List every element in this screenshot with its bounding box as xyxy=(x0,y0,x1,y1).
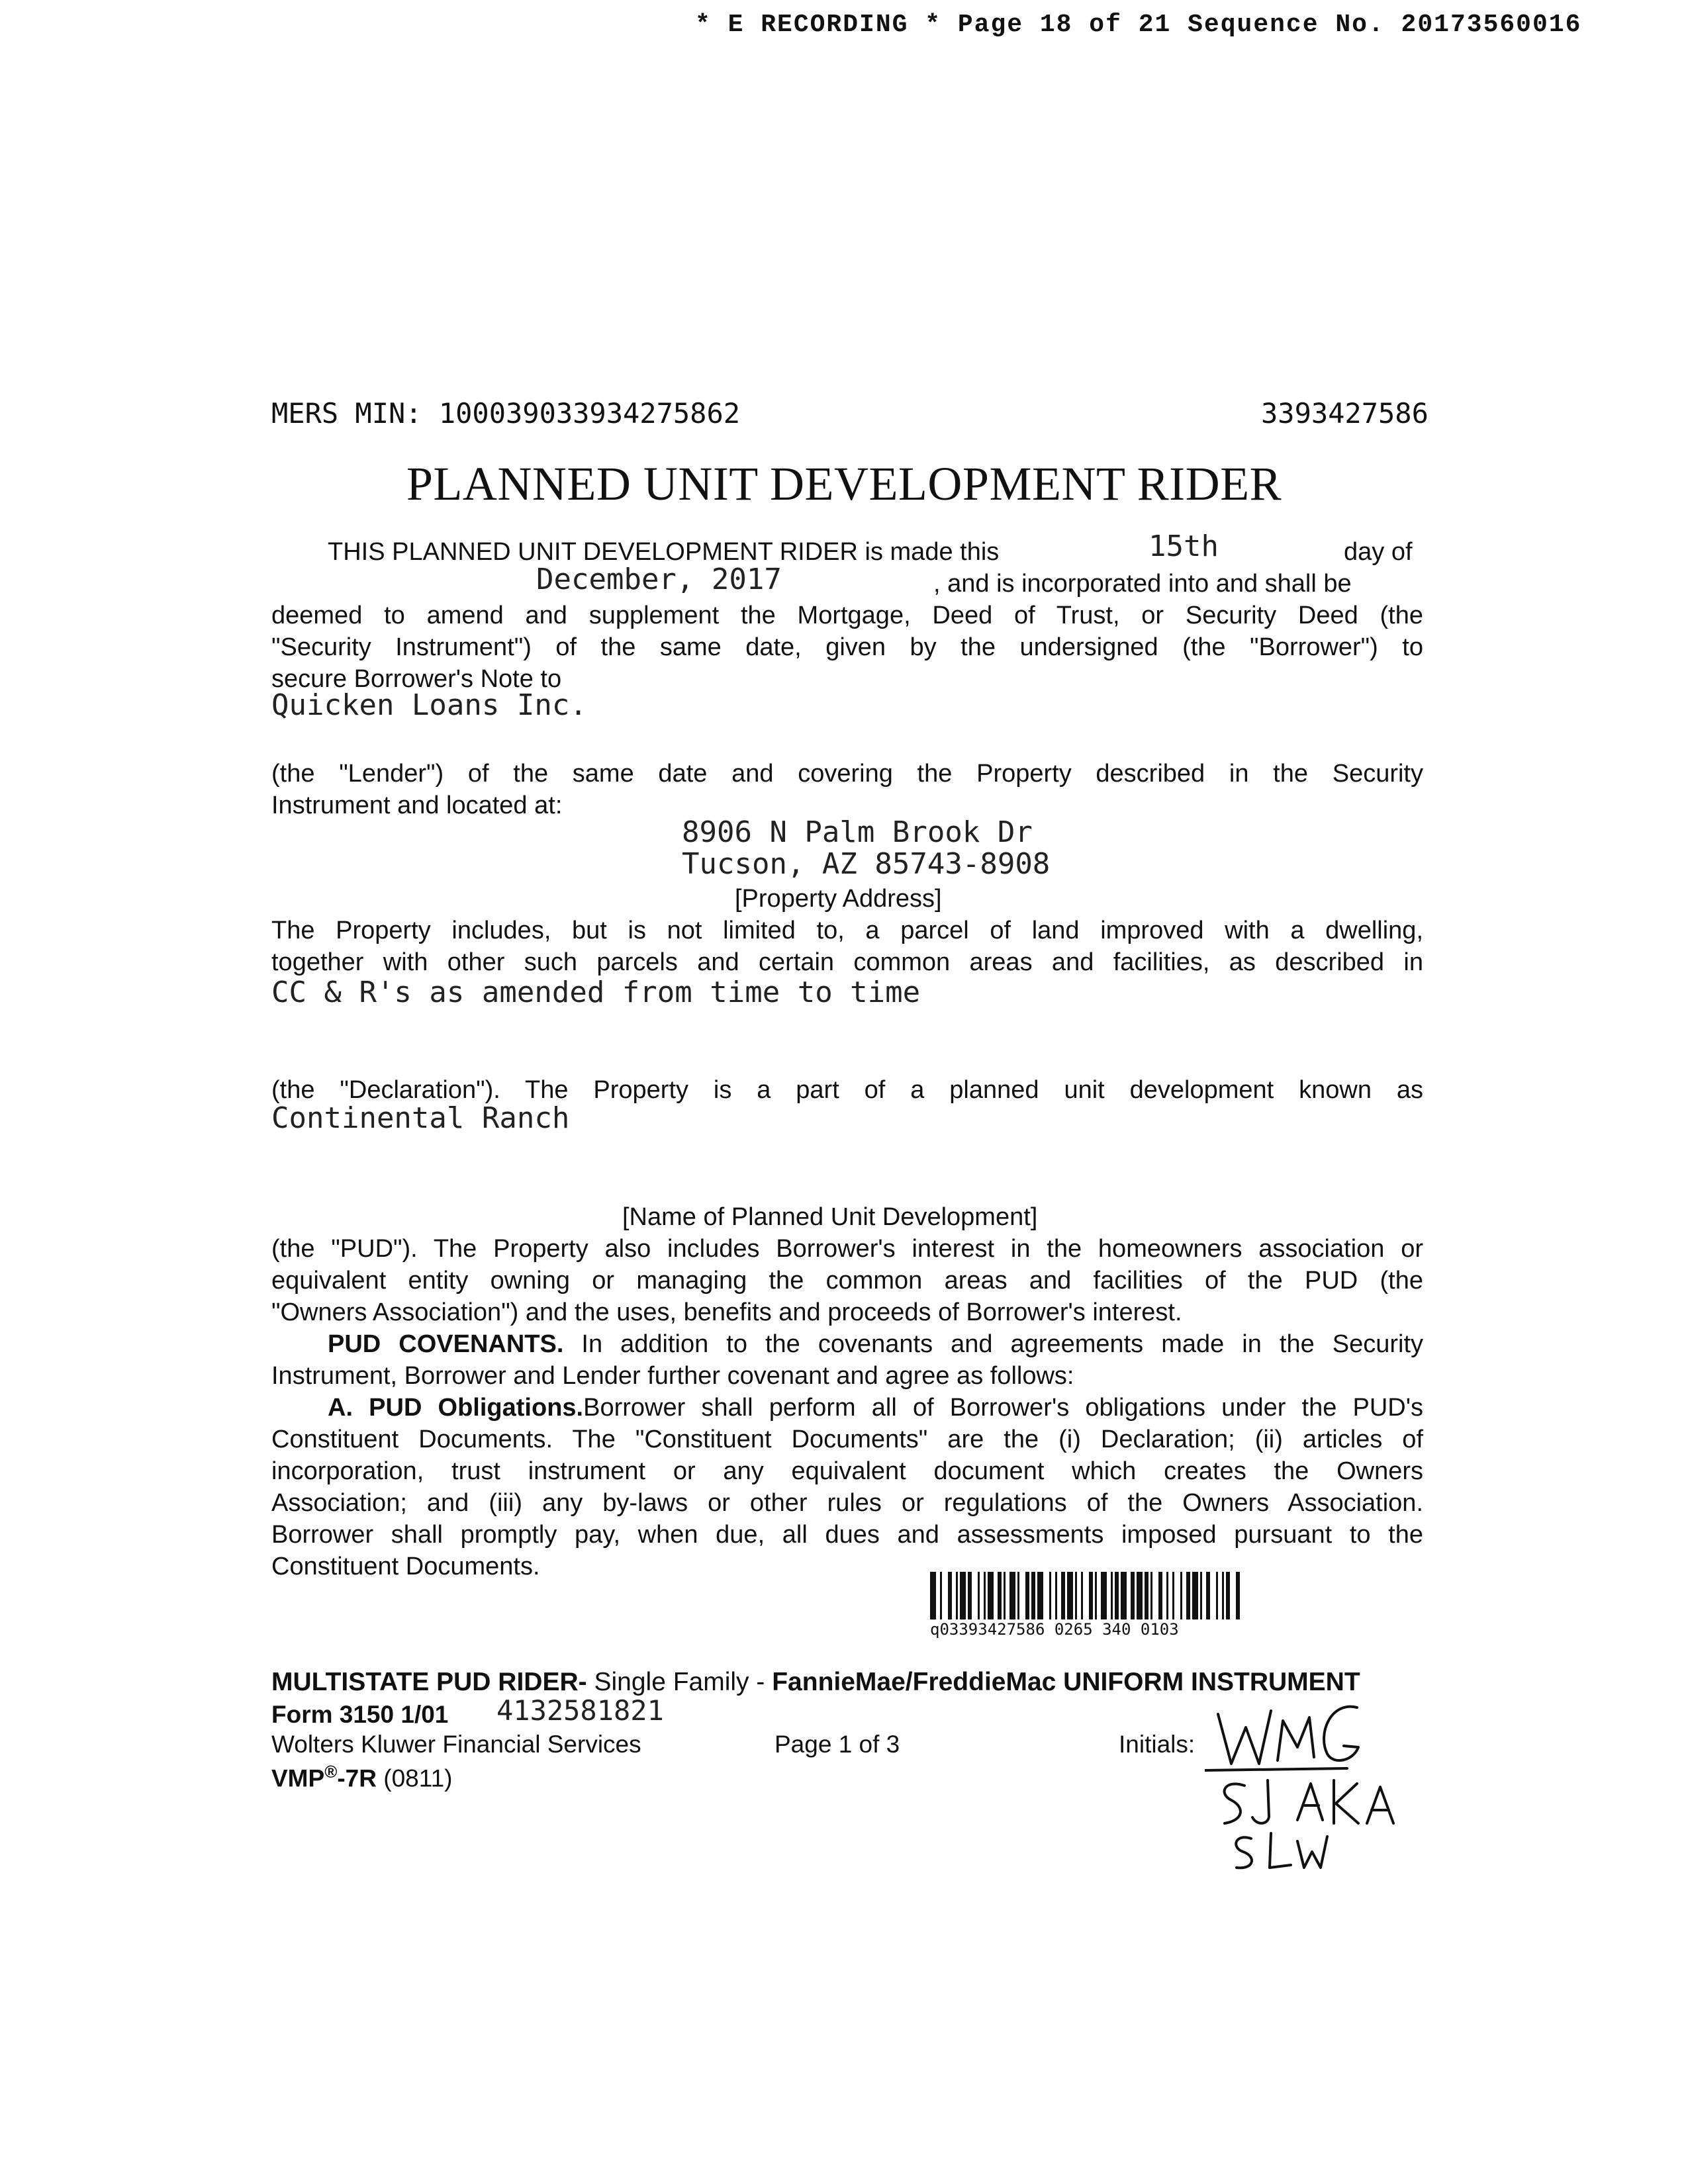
barcode-bar xyxy=(1004,1572,1006,1619)
barcode-bar xyxy=(1216,1572,1218,1619)
covenants-line-2: Instrument, Borrower and Lender further covenant and agree as follows: xyxy=(271,1362,1074,1390)
property-desc-line-4: (the "PUD"). The Property also includes Borrower's interest in the homeowners association or xyxy=(271,1235,1423,1263)
vmp-code xyxy=(271,1762,452,1792)
property-address-line-1: 8906 N Palm Brook Dr xyxy=(682,815,1033,849)
barcode-bar xyxy=(998,1572,1002,1619)
day-of-label: day of xyxy=(1344,538,1413,566)
barcode-bar xyxy=(1121,1572,1127,1619)
mers-min: MERS MIN: 100039033934275862 xyxy=(271,397,741,430)
property-desc-line-2: together with other such parcels and certain common areas and facilities, as described in xyxy=(271,948,1423,976)
covenants-line-1 xyxy=(328,1328,1423,1360)
barcode-bar xyxy=(1145,1572,1149,1619)
barcode-bar xyxy=(1111,1572,1113,1619)
handwritten-initials-signature xyxy=(1205,1694,1417,1893)
barcode-bar xyxy=(968,1572,972,1619)
covenant-a-line-1 xyxy=(328,1392,1423,1424)
intro-lead: THIS PLANNED UNIT DEVELOPMENT RIDER xyxy=(328,538,858,566)
barcode-bar xyxy=(1200,1572,1202,1619)
barcode-bar xyxy=(1101,1572,1107,1619)
barcode-text: q03393427586 0265 340 0103 xyxy=(930,1620,1179,1639)
barcode-bar xyxy=(988,1572,994,1619)
barcode-bar xyxy=(1009,1572,1015,1619)
barcode-bar xyxy=(960,1572,966,1619)
vmp-form: -7R xyxy=(337,1764,377,1792)
form-title-bold-2: FannieMae/FreddieMac UNIFORM INSTRUMENT xyxy=(772,1668,1360,1696)
covenant-a-line-5: Borrower shall promptly pay, when due, all dues and assessments imposed pursuant to the xyxy=(271,1521,1423,1549)
barcode-bar xyxy=(1236,1572,1240,1619)
barcode-bar xyxy=(1089,1572,1093,1619)
form-title xyxy=(271,1668,1360,1697)
covenant-a-heading: A. PUD Obligations. xyxy=(328,1394,584,1422)
incorporated-text: , and is incorporated into and shall be xyxy=(933,570,1352,598)
vmp-registered-mark: ® xyxy=(324,1762,338,1782)
barcode-bar xyxy=(1075,1572,1077,1619)
intro-made-this: is made this xyxy=(865,538,1000,566)
barcode-bar xyxy=(1131,1572,1135,1619)
barcode-bar xyxy=(984,1572,986,1619)
property-desc-line-1: The Property includes, but is not limited to, a parcel of land improved with a dwelling, xyxy=(271,917,1423,944)
vmp-label: VMP xyxy=(271,1764,325,1792)
covenant-a-line-3: incorporation, trust instrument or any equivalent document which creates the Owners xyxy=(271,1457,1423,1485)
barcode-bar xyxy=(940,1572,942,1619)
pud-name-field: Continental Ranch xyxy=(271,1101,570,1135)
intro-line-7: Instrument and located at: xyxy=(271,792,563,819)
barcode-bar xyxy=(978,1572,980,1619)
barcode-graphic xyxy=(930,1572,1387,1621)
covenant-a-line-1-rest: Borrower shall perform all of Borrower's obligations under the PUD's xyxy=(583,1394,1423,1422)
property-desc-line-3: (the "Declaration"). The Property is a part of a planned unit development known as xyxy=(271,1076,1423,1104)
vmp-date: (0811) xyxy=(383,1764,453,1792)
barcode-bar xyxy=(1095,1572,1097,1619)
barcode-bar xyxy=(1150,1572,1152,1619)
day-field: 15th xyxy=(1149,529,1219,563)
intro-line-5: secure Borrower's Note to xyxy=(271,665,562,693)
property-address-line-2: Tucson, AZ 85743-8908 xyxy=(682,847,1051,881)
intro-line-6: (the "Lender") of the same date and covering the Property described in the Security xyxy=(271,760,1423,788)
barcode-bar xyxy=(1137,1572,1143,1619)
barcode-bar xyxy=(1166,1572,1168,1619)
form-title-mid: Single Family - xyxy=(594,1668,765,1696)
barcode-bar xyxy=(1055,1572,1057,1619)
barcode-bar xyxy=(1061,1572,1065,1619)
barcode-bar xyxy=(1067,1572,1073,1619)
barcode-bar xyxy=(1115,1572,1119,1619)
publisher: Wolters Kluwer Financial Services xyxy=(271,1731,641,1758)
barcode-bar xyxy=(930,1572,936,1619)
document-title: PLANNED UNIT DEVELOPMENT RIDER xyxy=(406,457,1282,510)
barcode-bar xyxy=(1017,1572,1019,1619)
property-desc-line-6: "Owners Association") and the uses, benefits and proceeds of Borrower's interest. xyxy=(271,1298,1182,1326)
barcode-bar xyxy=(1081,1572,1083,1619)
barcode-bar xyxy=(1025,1572,1029,1619)
form-id-field: 4132581821 xyxy=(496,1694,664,1727)
covenant-a-line-2: Constituent Documents. The "Constituent Documents" are the (i) Declaration; (ii) articles of xyxy=(271,1426,1423,1453)
form-title-bold: MULTISTATE PUD RIDER- xyxy=(271,1668,587,1696)
intro-line-3: deemed to amend and supplement the Mortgage, Deed of Trust, or Security Deed (the xyxy=(271,602,1423,629)
barcode-bar xyxy=(1172,1572,1174,1619)
barcode-bar xyxy=(1186,1572,1190,1619)
barcode-bar xyxy=(1226,1572,1230,1619)
barcode-bar xyxy=(1158,1572,1162,1619)
barcode-bar xyxy=(1222,1572,1224,1619)
covenants-heading: PUD COVENANTS. xyxy=(328,1330,564,1358)
declaration-field: CC & R's as amended from time to time xyxy=(271,976,921,1009)
barcode-bar xyxy=(1206,1572,1210,1619)
property-desc-line-5: equivalent entity owning or managing the common areas and facilities of the PUD (the xyxy=(271,1267,1423,1295)
barcode-bar xyxy=(1180,1572,1182,1619)
lender-field: Quicken Loans Inc. xyxy=(271,688,587,722)
recording-stamp: * E RECORDING * Page 18 of 21 Sequence No. 20173560016 xyxy=(695,11,1582,39)
month-year-field: December, 2017 xyxy=(536,563,782,596)
barcode-bar xyxy=(948,1572,952,1619)
page-indicator: Page 1 of 3 xyxy=(774,1731,900,1758)
loan-number: 3393427586 xyxy=(1261,397,1429,430)
intro-line-4: "Security Instrument") of the same date, given by the undersigned (the "Borrower") to xyxy=(271,633,1423,661)
barcode-bar xyxy=(1192,1572,1198,1619)
barcode-bar xyxy=(1037,1572,1043,1619)
form-number: Form 3150 1/01 xyxy=(271,1701,449,1728)
barcode-bar xyxy=(1031,1572,1035,1619)
barcode-bar xyxy=(1049,1572,1051,1619)
covenant-a-line-6: Constituent Documents. xyxy=(271,1553,540,1580)
property-address-caption: [Property Address] xyxy=(735,885,942,913)
covenants-line-1-rest: In addition to the covenants and agreements made in the Security xyxy=(581,1330,1424,1358)
initials-label: Initials: xyxy=(1119,1731,1196,1758)
covenant-a-line-4: Association; and (iii) any by-laws or other rules or regulations of the Owners Association. xyxy=(271,1489,1423,1517)
pud-name-caption: [Name of Planned Unit Development] xyxy=(622,1203,1038,1231)
barcode-bar xyxy=(956,1572,958,1619)
